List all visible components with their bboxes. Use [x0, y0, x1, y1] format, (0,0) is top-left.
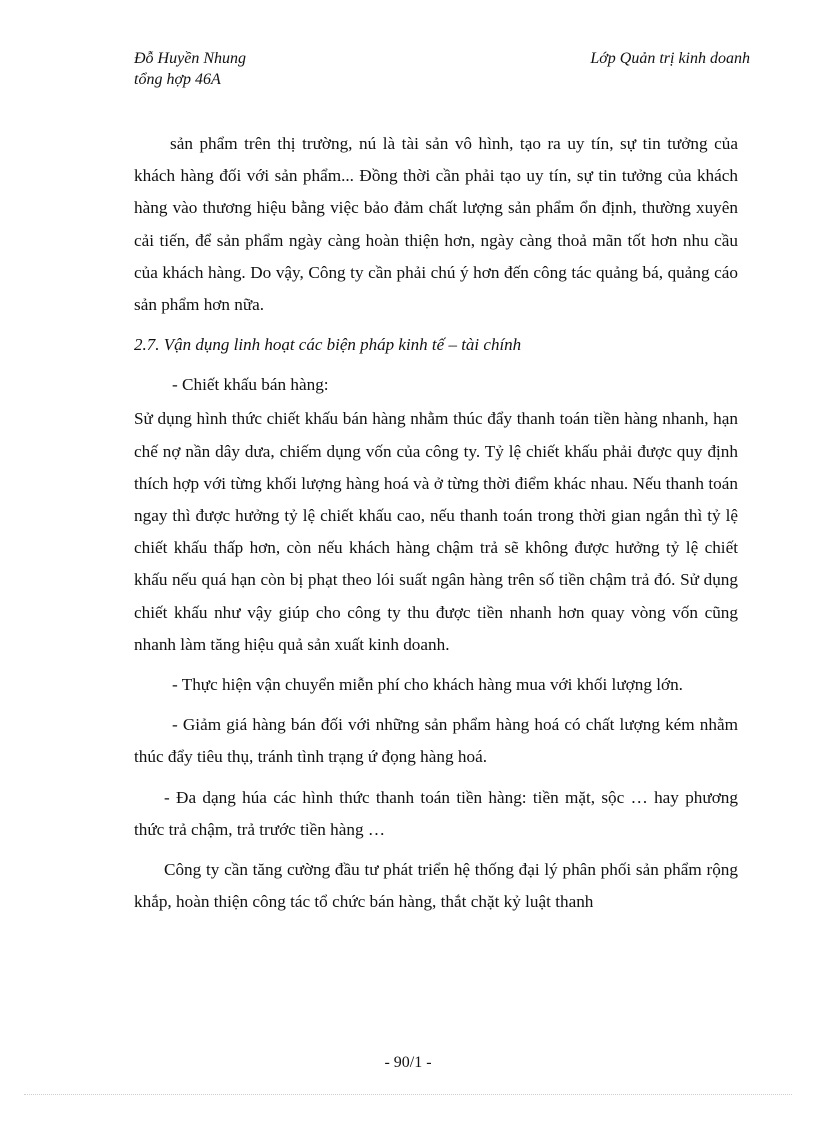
author-name: Đỗ Huyền Nhung: [134, 50, 246, 67]
page-number: - 90/1 -: [384, 1054, 432, 1071]
section-heading: 2.7. Vận dụng linh hoạt các biện pháp kinh tế – tài chính: [134, 335, 522, 355]
paragraph-discount: Sử dụng hình thức chiết khấu bán hàng nhằm thúc đẩy thanh toán tiền hàng nhanh, hạn chế nợ nần dây dưa, chiếm dụng vốn của công ty. Tỷ lệ chiết khấu phải được quy định thích hợp với từng khối lượng hàng hoá và ở từng thời điểm khác nhau. Nếu thanh toán ngay thì được hưởng tỷ lệ chiết khấu cao, nếu thanh toán trong thời gian ngắn thì tỷ lệ chiết khấu thấp hơn, còn nếu khách hàng chậm trả sẽ không được hưởng tỷ lệ chiết khấu nếu quá hạn còn bị phạt theo lói suất ngân hàng trên số tiền chậm trả đó. Sử dụng chiết khấu như vậy giúp cho công ty thu được tiền nhanh hơn quay vòng vốn cũng nhanh làm tăng hiệu quả sản xuất kinh doanh.: [134, 409, 738, 654]
bullet-payment-methods: - Đa dạng húa các hình thức thanh toán tiền hàng: tiền mặt, sộc … hay phương thức trả chậm, trả trước tiền hàng …: [134, 787, 738, 839]
bullet-free-shipping: - Thực hiện vận chuyển miễn phí cho khách hàng mua với khối lượng lớn.: [172, 675, 683, 695]
paragraph-distribution: Công ty cần tăng cường đầu tư phát triển hệ thống đại lý phân phối sản phẩm rộng khắp, hoàn thiện công tác tổ chức bán hàng, thắt chặt kỷ luật thanh: [134, 860, 738, 912]
bullet-discount-title: - Chiết khấu bán hàng:: [172, 375, 329, 395]
header-left: [134, 48, 246, 90]
class-name: Lớp Quản trị kinh doanh: [590, 50, 750, 67]
paragraph-brand: sản phẩm trên thị trường, nú là tài sản vô hình, tạo ra uy tín, sự tin tưởng của khách hàng đối với sản phẩm... Đồng thời cần phải tạo uy tín, sự tin tưởng của khách hàng vào thương hiệu bằng việc bảo đảm chất lượng sản phẩm ổn định, thường xuyên cải tiến, để sản phẩm ngày càng hoàn thiện hơn, ngày càng thoả mãn tốt hơn nhu cầu của khách hàng. Do vậy, Công ty cần phải chú ý hơn đến công tác quảng bá, quảng cáo sản phẩm hơn nữa.: [134, 134, 738, 315]
bullet-price-reduction: - Giảm giá hàng bán đối với những sản phẩm hàng hoá có chất lượng kém nhằm thúc đẩy tiêu thụ, tránh tình trạng ứ đọng hàng hoá.: [134, 715, 738, 767]
footer-divider: [24, 1094, 792, 1095]
class-summary: tổng hợp 46A: [134, 71, 221, 88]
page-body: [134, 128, 738, 926]
